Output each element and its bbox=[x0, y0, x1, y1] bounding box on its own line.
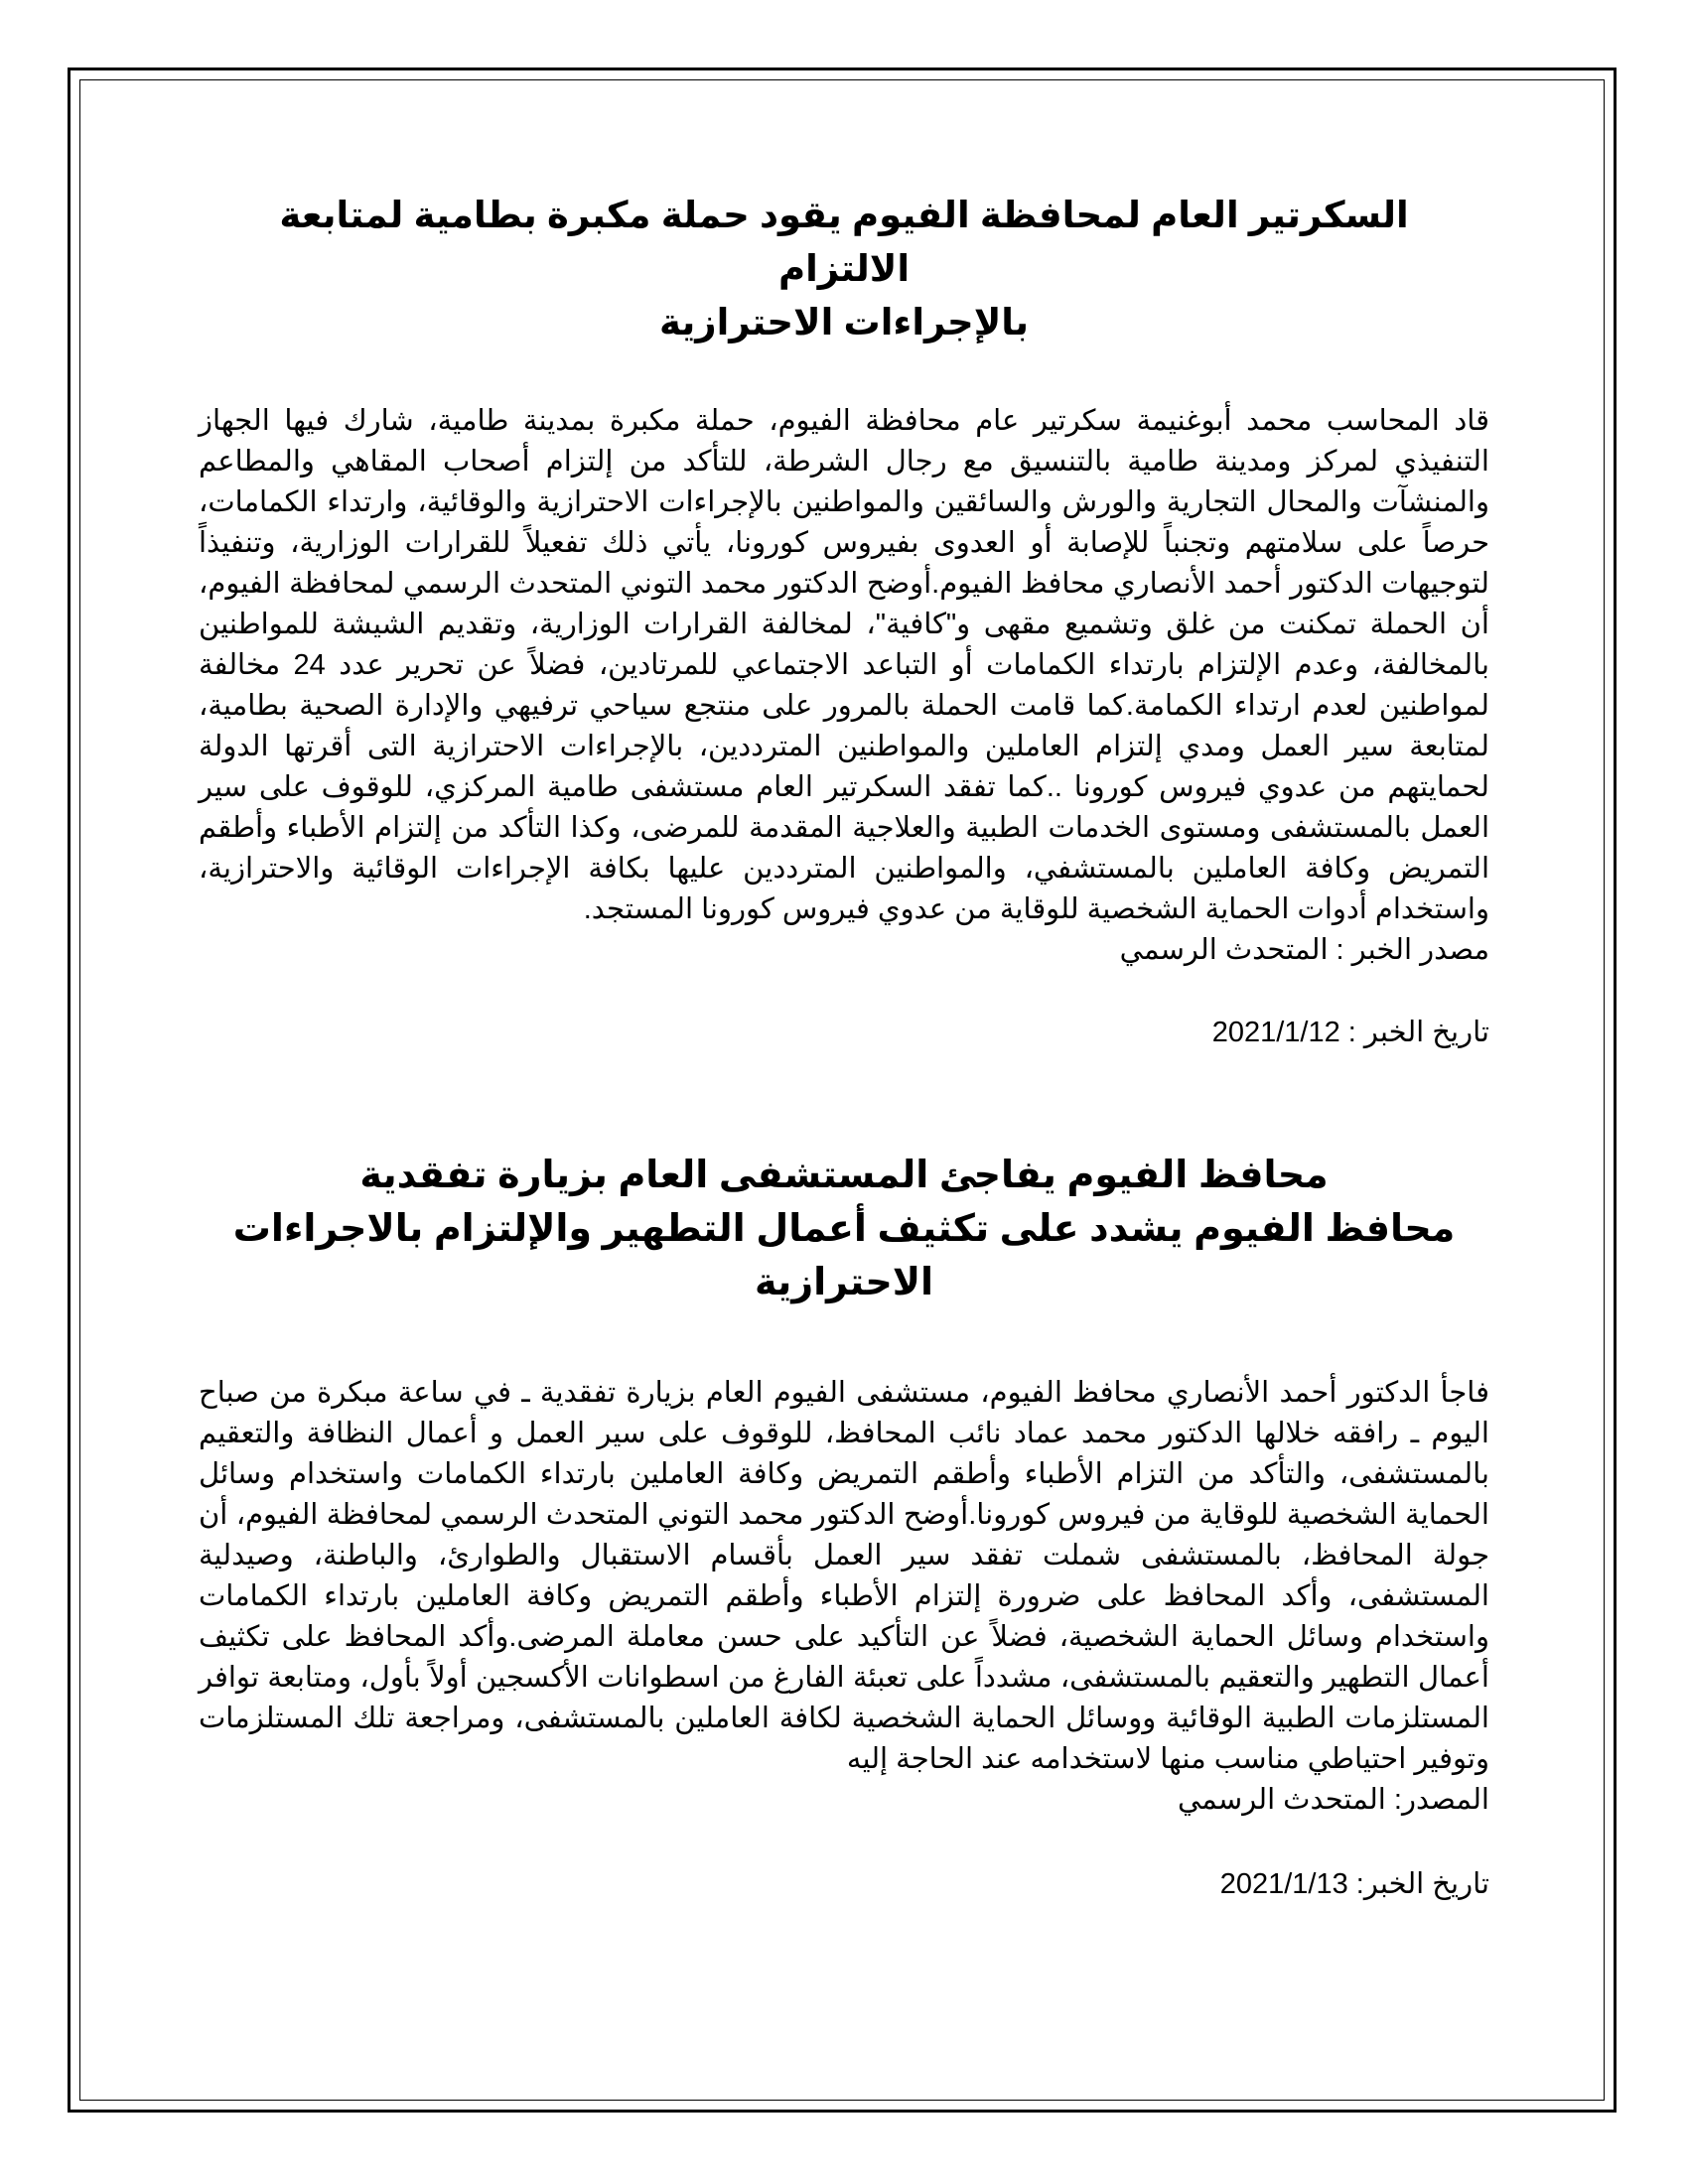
article-2-body: فاجأ الدكتور أحمد الأنصاري محافظ الفيوم، مستشفى الفيوم العام بزيارة تفقدية ـ في ساعة مبكرة من صباح اليوم ـ رافقه خلالها الدكتور محمد عماد نائب المحافظ، للوقوف على سير العمل و أعمال النظافة والتعقيم بالمستشفى، والتأكد من التزام الأطباء وأطقم التمريض وكافة العاملين بارتداء الكمامات واستخدام وسائل الحماية الشخصية للوقاية من فيروس كورونا.أوضح الدكتور محمد التوني المتحدث الرسمي لمحافظة الفيوم، أن جولة المحافظ، بالمستشفى شملت تفقد سير العمل بأقسام الاستقبال والطوارئ، والباطنة، وصيدلية المستشفى، وأكد المحافظ على ضرورة إلتزام الأطباء وأطقم التمريض وكافة العاملين بارتداء الكمامات واستخدام وسائل الحماية الشخصية، فضلاً عن التأكيد على حسن معاملة المرضى.وأكد المحافظ على تكثيف أعمال التطهير والتعقيم بالمستشفى، مشدداً على تعبئة الفارغ من اسطوانات الأكسجين أولاً بأول، ومتابعة توافر المستلزمات الطبية الوقائية ووسائل الحماية الشخصية لكافة العاملين بالمستشفى، ومراجعة تلك المستلزمات وتوفير احتياطي مناسب منها لاستخدامه عند الحاجة إليه bbox=[199, 1377, 1489, 1775]
article-2-headline-line-1: محافظ الفيوم يفاجئ المستشفى العام بزيارة تفقدية bbox=[359, 1155, 1329, 1196]
news-article-1 bbox=[199, 189, 1489, 1053]
article-1-source: مصدر الخبر : المتحدث الرسمي bbox=[1119, 934, 1489, 966]
article-1-headline-line-2: بالإجراءات الاحترازية bbox=[658, 302, 1030, 342]
article-2-source: المصدر: المتحدث الرسمي bbox=[1178, 1784, 1489, 1816]
article-1-date: تاريخ الخبر : 2021/1/12 bbox=[1211, 1017, 1489, 1048]
article-1-headline-line-1: السكرتير العام لمحافظة الفيوم يقود حملة مكبرة بطامية لمتابعة الالتزام bbox=[279, 195, 1409, 289]
article-1-headline bbox=[199, 189, 1489, 349]
news-article-2 bbox=[199, 1149, 1489, 1905]
document-content bbox=[199, 189, 1489, 1905]
article-2-headline-line-2: محافظ الفيوم يشدد على تكثيف أعمال التطهير والإلتزام بالاجراءات الاحترازية bbox=[232, 1208, 1456, 1303]
article-2-headline bbox=[199, 1149, 1489, 1309]
article-1-body: قاد المحاسب محمد أبوغنيمة سكرتير عام محافظة الفيوم، حملة مكبرة بمدينة طامية، شارك فيها الجهاز التنفيذي لمركز ومدينة طامية بالتنسيق مع رجال الشرطة، للتأكد من إلتزام أصحاب المقاهي والمطاعم والمنشآت والمحال التجارية والورش والسائقين والمواطنين بالإجراءات الاحترازية والوقائية، وارتداء الكمامات، حرصاً على سلامتهم وتجنباً للإصابة أو العدوى بفيروس كورونا، يأتي ذلك تفعيلاً للقرارات الوزارية، وتنفيذاً لتوجيهات الدكتور أحمد الأنصاري محافظ الفيوم.أوضح الدكتور محمد التوني المتحدث الرسمي لمحافظة الفيوم، أن الحملة تمكنت من غلق وتشميع مقهى و"كافية"، لمخالفة القرارات الوزارية، وتقديم الشيشة للمواطنين بالمخالفة، وعدم الإلتزام بارتداء الكمامات أو التباعد الاجتماعي للمرتادين، فضلاً عن تحرير عدد 24 مخالفة لمواطنين لعدم ارتداء الكمامة.كما قامت الحملة بالمرور على منتجع سياحي ترفيهي والإدارة الصحية بطامية، لمتابعة سير العمل ومدي إلتزام العاملين والمواطنين المترددين، بالإجراءات الاحترازية التى أقرتها الدولة لحمايتهم من عدوي فيروس كورونا ..كما تفقد السكرتير العام مستشفى طامية المركزي، للوقوف على سير العمل بالمستشفى ومستوى الخدمات الطبية والعلاجية المقدمة للمرضى، وكذا التأكد من إلتزام الأطباء وأطقم التمريض وكافة العاملين بالمستشفي، والمواطنين المترددين عليها بكافة الإجراءات الوقائية والاحترازية، واستخدام أدوات الحماية الشخصية للوقاية من عدوي فيروس كورونا المستجد. bbox=[199, 405, 1489, 925]
article-2-date: تاريخ الخبر: 2021/1/13 bbox=[1219, 1868, 1489, 1900]
